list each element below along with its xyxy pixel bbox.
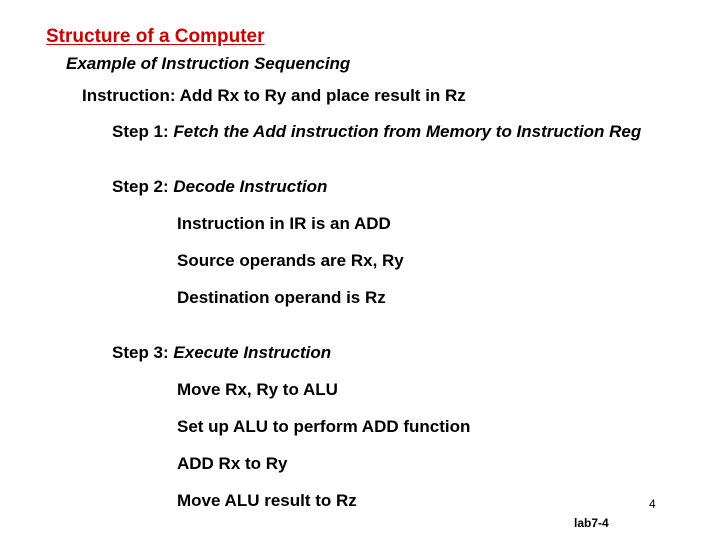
- step-2-label: Step 2:: [112, 177, 174, 196]
- step-2-detail: Instruction in IR is an ADD: [177, 214, 391, 233]
- instruction-line: Instruction: Add Rx to Ry and place result in Rz: [82, 86, 466, 105]
- step-1-label: Step 1:: [112, 122, 174, 141]
- step-3-detail: ADD Rx to Ry: [177, 454, 288, 473]
- step-3-detail: Move ALU result to Rz: [177, 491, 357, 510]
- step-3: [112, 343, 331, 363]
- step-3-detail: Set up ALU to perform ADD function: [177, 417, 471, 436]
- slide-subtitle: Example of Instruction Sequencing: [66, 54, 351, 73]
- step-2-detail: Destination operand is Rz: [177, 288, 386, 307]
- step-3-detail: Move Rx, Ry to ALU: [177, 380, 338, 399]
- step-2: [112, 177, 327, 197]
- slide-title: Structure of a Computer: [46, 26, 265, 47]
- step-1-description: Fetch the Add instruction from Memory to Instruction Reg: [173, 122, 642, 141]
- slide-footer: lab7-4: [574, 516, 609, 530]
- step-2-description: Decode Instruction: [173, 177, 328, 196]
- step-1: [112, 122, 641, 142]
- step-3-description: Execute Instruction: [173, 343, 332, 362]
- step-2-detail: Source operands are Rx, Ry: [177, 251, 404, 270]
- step-3-label: Step 3:: [112, 343, 174, 362]
- page-number: 4: [649, 497, 656, 511]
